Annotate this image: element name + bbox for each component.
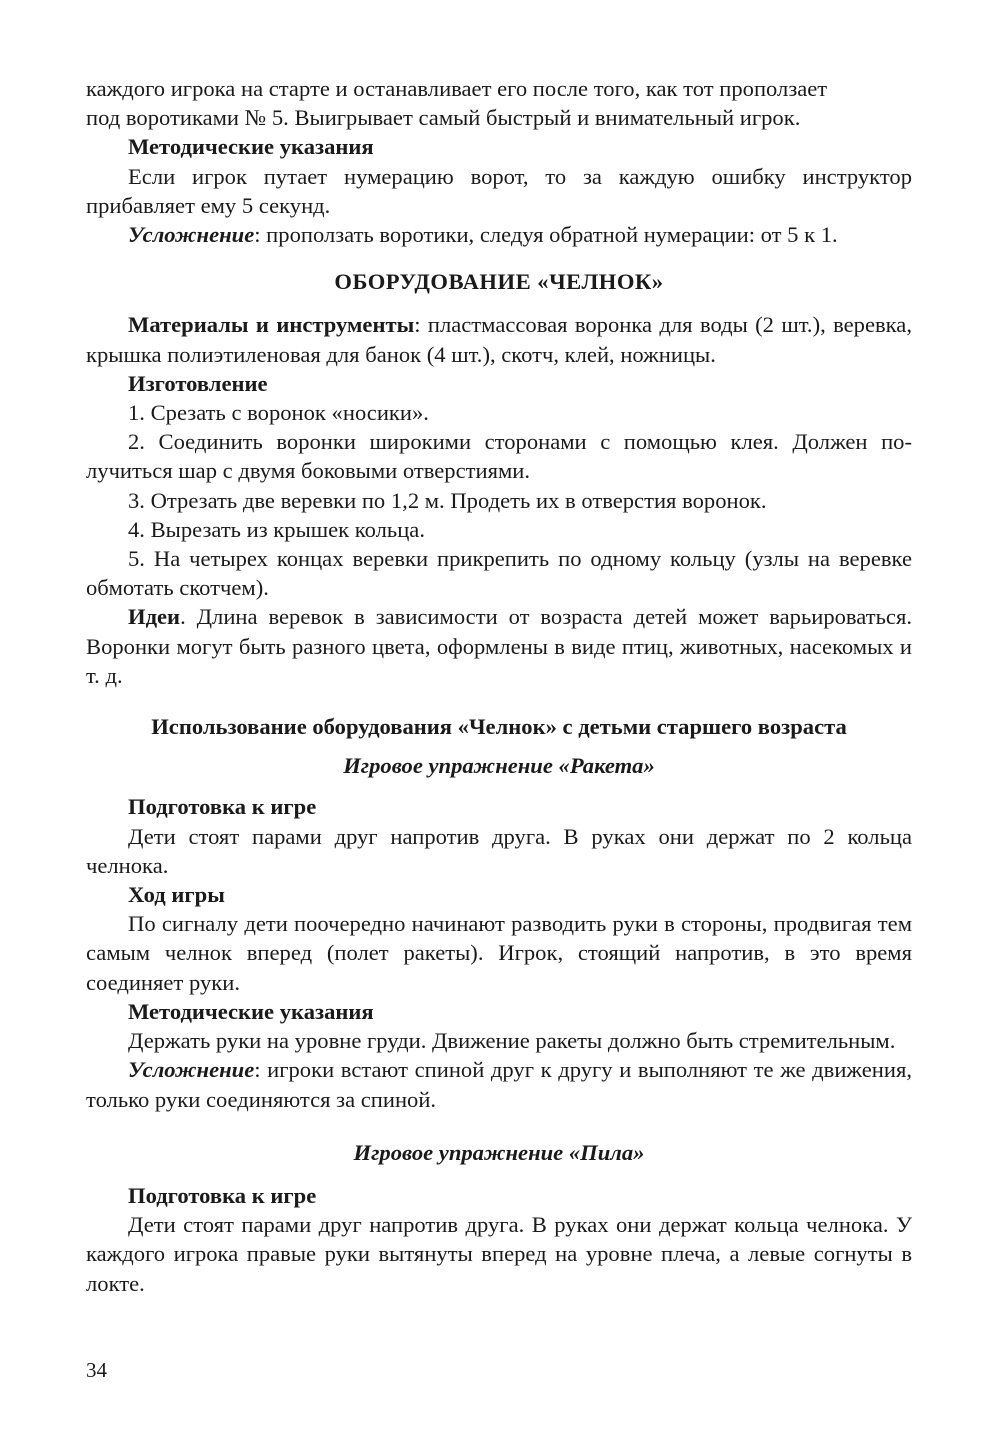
making-step-3: 3. Отрезать две веревки по 1,2 м. Продеть их в отверстия воронок. (128, 487, 767, 513)
making-heading: Изготовление (128, 370, 268, 396)
document-page (86, 74, 912, 1298)
saw-title: Игровое упражнение «Пила» (353, 1139, 645, 1165)
materials-paragraph (86, 310, 912, 368)
making-step-1: 1. Срезать с воронок «носики». (128, 400, 429, 426)
complication-text-1: : проползать воротики, следуя обратной нумерации: от 5 к 1. (254, 222, 838, 248)
rocket-guidelines-heading: Методические указания (128, 998, 374, 1024)
guidelines-heading-1: Методические указания (128, 134, 374, 160)
rocket-complication-text: : игроки встают спиной друг к другу и выполняют те же движения, только руки соединяются за спиной. (86, 1057, 912, 1112)
rocket-course-text: По сигналу дети поочередно начинают разводить руки в стороны, продвигая тем самым челнок вперед (полет ракеты). Игрок, стоящий напротив, в это время соединяет руки. (86, 911, 912, 995)
making-step-4: 4. Вырезать из крышек кольца. (128, 516, 425, 542)
saw-prep-heading: Подготовка к игре (128, 1182, 317, 1208)
rocket-course-heading: Ход игры (128, 882, 225, 908)
intro-line-2: под воротиками № 5. Выигрывает самый быстрый и внимательный игрок. (86, 105, 801, 131)
page-number: 34 (86, 1358, 107, 1382)
rocket-guidelines-text: Держать руки на уровне груди. Движение ракеты должно быть стремительным. (128, 1028, 896, 1054)
ideas-label: Идеи (128, 604, 181, 630)
making-step-2: 2. Соединить воронки широкими сторонами с помощью клея. Должен получиться шар с двумя боковыми отверстиями. (86, 429, 912, 484)
complication-label-1: Усложнение (128, 222, 255, 248)
equipment-title: ОБОРУДОВАНИЕ «ЧЕЛНОК» (334, 269, 664, 295)
rocket-complication-label: Усложнение (128, 1057, 255, 1083)
intro-line-1: каждого игрока на старте и останавливает его после того, как тот проползает (86, 76, 828, 101)
complication-paragraph-1 (86, 220, 912, 249)
rocket-title: Игровое упражнение «Ракета» (343, 753, 655, 779)
materials-label: Материалы и инструменты (128, 312, 415, 338)
saw-prep-text: Дети стоят парами друг напротив друга. В руках они держат кольца челнока. У каждого игрока правые руки вытянуты вперед на уровне плеча, а левые согнуты в локте. (86, 1212, 912, 1296)
rocket-prep-heading: Подготовка к игре (128, 794, 317, 820)
ideas-text: . Длина веревок в зависимости от возраста детей может варьироваться. Воронки могут быть разного цвета, оформлены в виде птиц, животных, насекомых и т. д. (86, 604, 912, 688)
rocket-prep-text: Дети стоят парами друг напротив друга. В руках они держат по 2 кольца челнока. (86, 823, 912, 878)
rocket-complication-paragraph (86, 1055, 912, 1113)
ideas-paragraph (86, 602, 912, 690)
making-step-5: 5. На четырех концах веревки прикрепить по одному кольцу (узлы на веревке обмотать скотчем). (86, 546, 912, 601)
materials-text: : пластмассовая воронка для воды (2 шт.), веревка, крышка полиэтиленовая для банок (4 шт.), скотч, клей, ножницы. (86, 312, 912, 367)
guidelines-text-1: Если игрок путает нумерацию ворот, то за каждую ошибку инструктор прибавляет ему 5 секунд. (86, 163, 912, 218)
usage-title: Использование оборудования «Челнок» с детьми старшего возраста (151, 714, 847, 740)
